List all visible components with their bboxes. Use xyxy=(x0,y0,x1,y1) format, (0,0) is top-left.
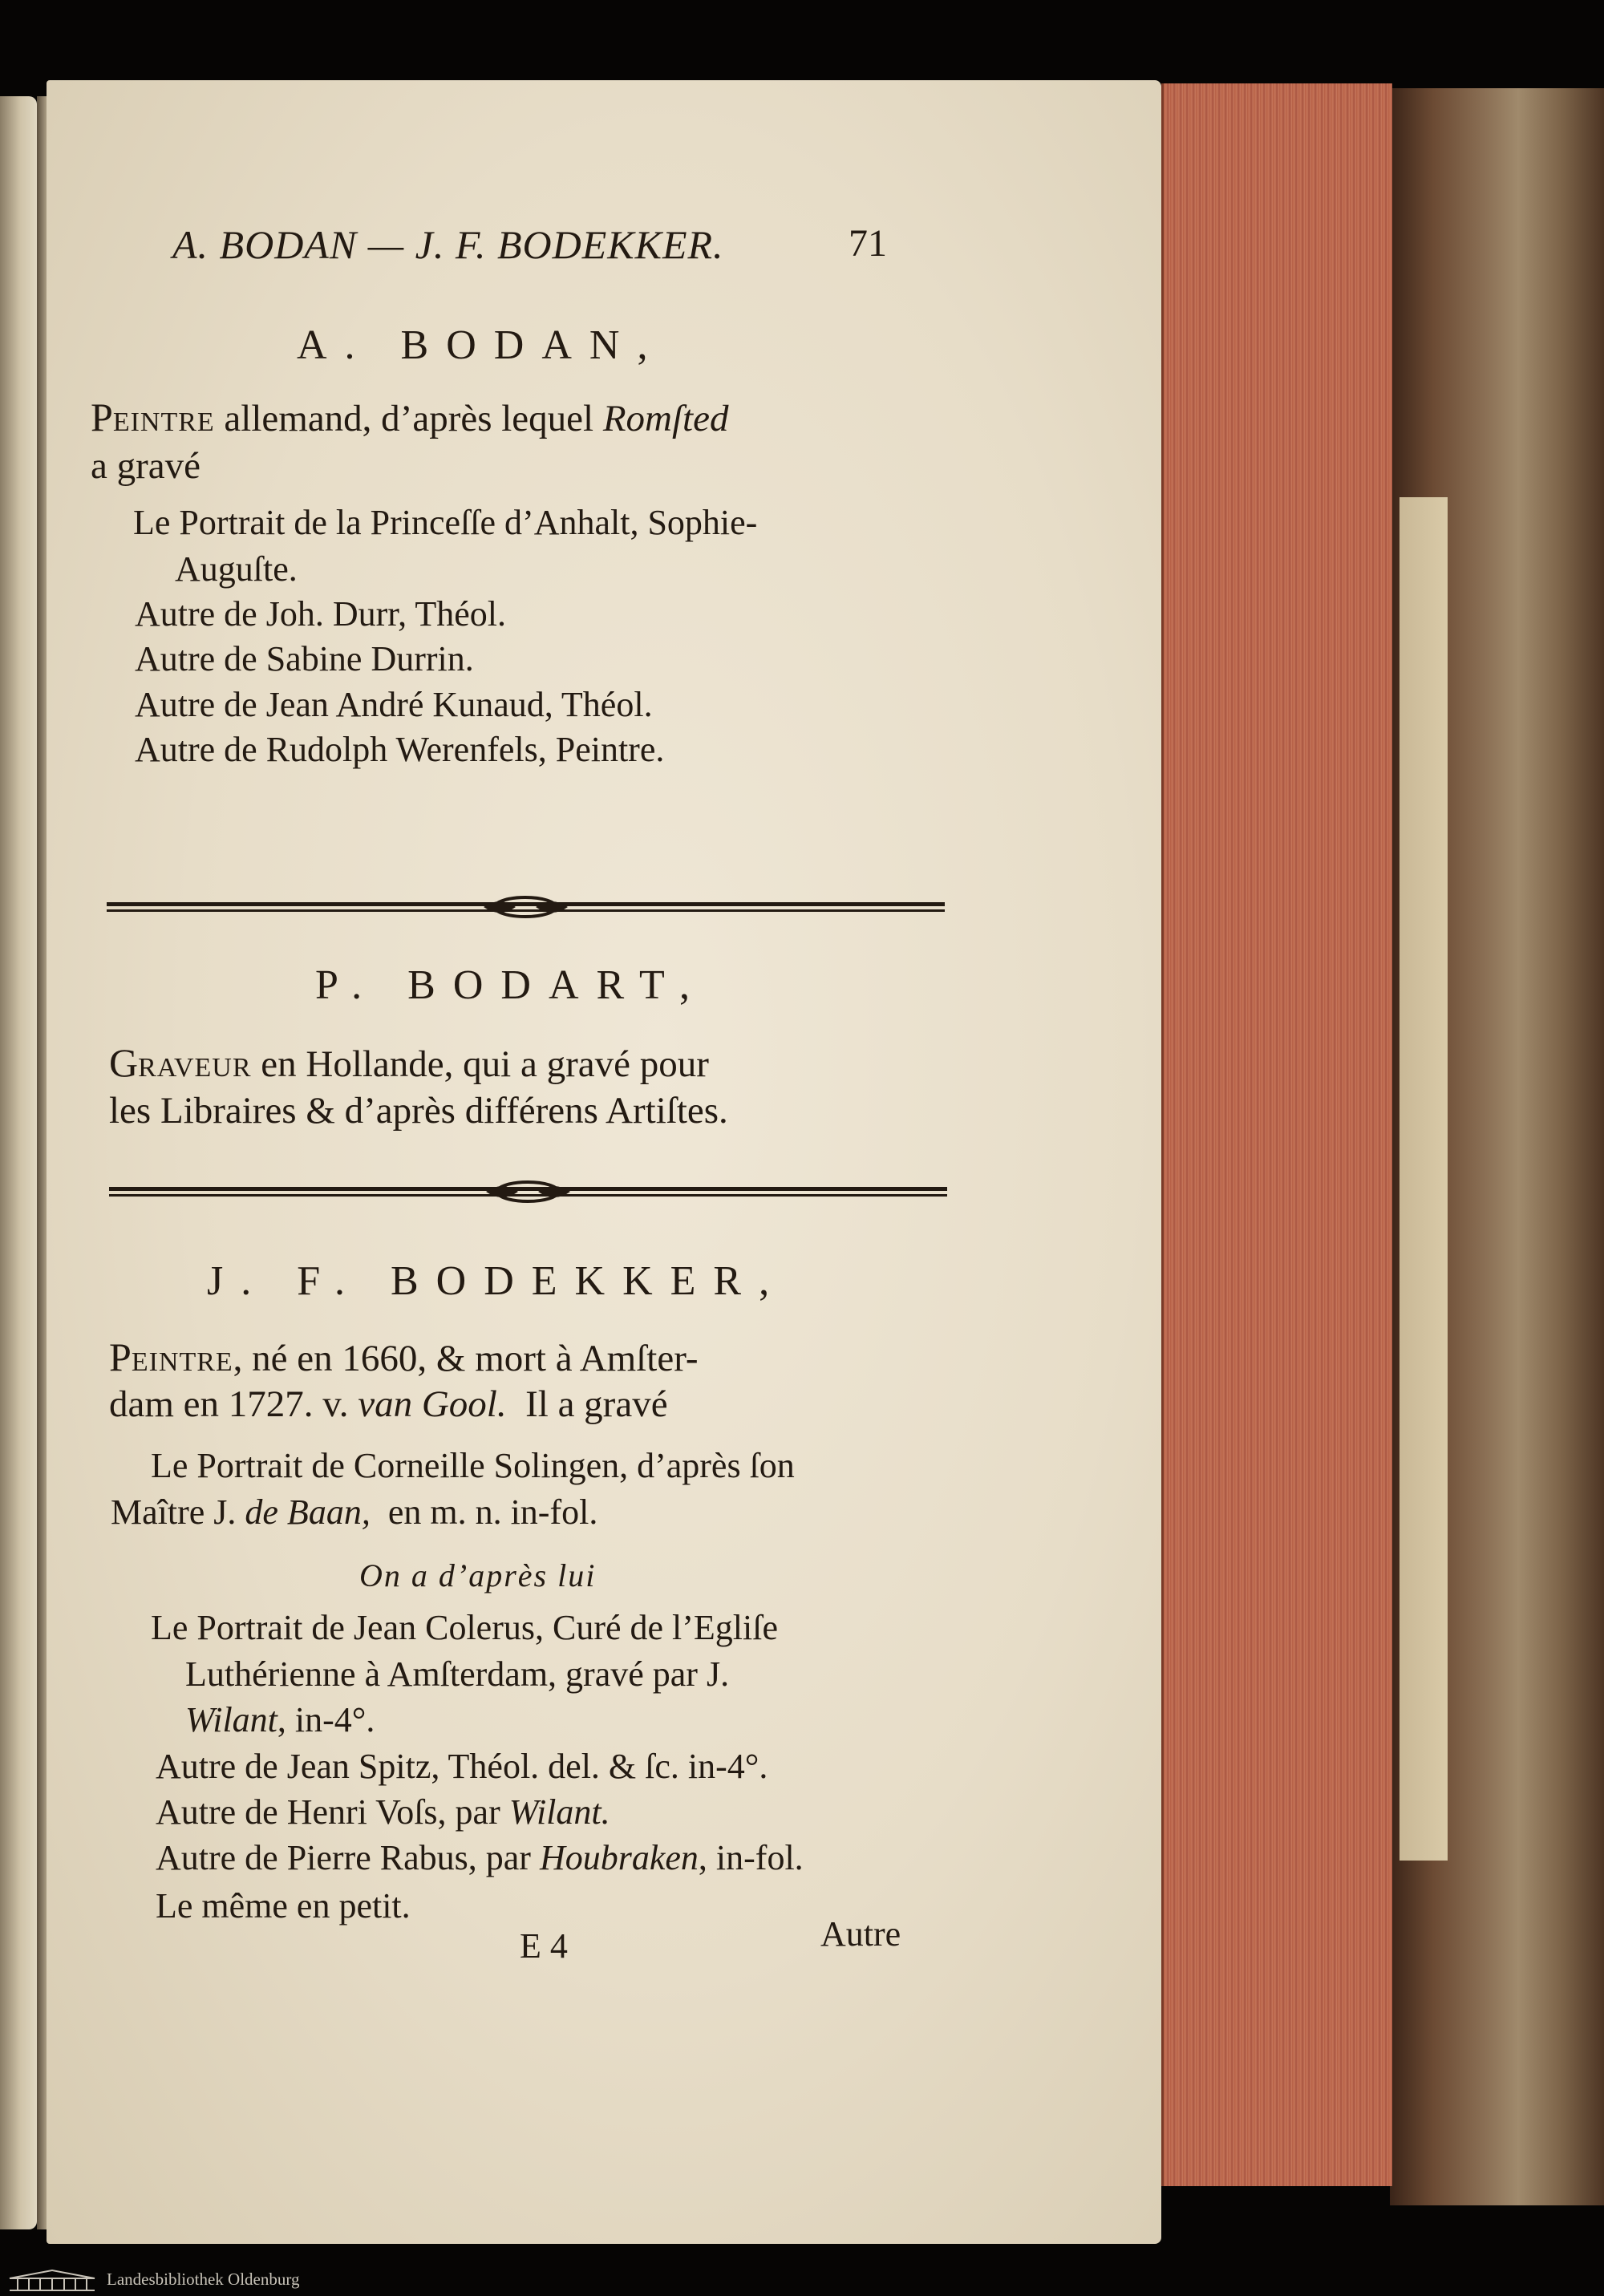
bodekker-intro-line2: dam en 1727. v. van Gool. Il a gravé xyxy=(109,1383,668,1425)
work-line: Auguſte. xyxy=(175,549,298,589)
page-fore-edge xyxy=(1161,83,1392,2186)
work-line: Autre de Sabine Durrin. xyxy=(135,639,474,678)
cover-endpaper xyxy=(1399,497,1448,1861)
work-line: Le Portrait de Corneille Solingen, d’après ſon xyxy=(151,1446,795,1485)
subheading: On a d’après lui xyxy=(359,1557,597,1593)
entry-title-bodart: P. BODART, xyxy=(315,962,707,1008)
book-page xyxy=(47,80,1161,2244)
entry-title-bodan: A. BODAN, xyxy=(297,322,666,368)
ornamental-rule xyxy=(109,1180,947,1204)
running-head: A. BODAN — J. F. BODEKKER. xyxy=(172,222,724,267)
work-line: Autre de Jean André Kunaud, Théol. xyxy=(135,685,653,724)
work-line: Autre de Joh. Durr, Théol. xyxy=(135,594,506,634)
drop-initial: P xyxy=(91,395,113,439)
library-name: Landesbibliothek Oldenburg xyxy=(107,2270,300,2289)
work-line: Le Portrait de la Princeſſe d’Anhalt, Sophie- xyxy=(133,503,758,542)
catchword: Autre xyxy=(820,1914,901,1954)
bodan-intro-line2: a gravé xyxy=(91,445,200,487)
work-line: Le même en petit. xyxy=(156,1886,411,1925)
work-line: Autre de Jean Spitz, Théol. del. & ſc. in-4°. xyxy=(156,1747,768,1786)
drop-initial: P xyxy=(109,1334,132,1379)
bodart-intro-line2: les Libraires & d’après différens Artiſtes. xyxy=(109,1090,728,1132)
work-line: Autre de Pierre Rabus, par Houbraken, in-fol. xyxy=(156,1838,804,1877)
work-line: Luthérienne à Amſterdam, gravé par J. xyxy=(185,1654,730,1694)
signature-mark: E 4 xyxy=(520,1926,568,1966)
entry-title-bodekker: J. F. BODEKKER, xyxy=(207,1258,788,1304)
work-line: Autre de Rudolph Werenfels, Peintre. xyxy=(135,730,665,769)
page-number: 71 xyxy=(849,222,887,265)
facing-page-edge xyxy=(0,96,37,2229)
bodan-intro-line1: PEINTRE allemand, d’après lequel Romſted xyxy=(91,395,729,439)
work-line: Wilant, in-4°. xyxy=(185,1700,375,1739)
small-caps-lead: EINTRE xyxy=(112,407,215,437)
engraver-name: Romſted xyxy=(602,398,729,439)
small-caps-lead: EINTRE xyxy=(131,1347,233,1377)
ornamental-rule xyxy=(107,895,945,919)
work-line: Maître J. de Baan, en m. n. in-fol. xyxy=(111,1492,598,1532)
bodekker-intro-line1: PEINTRE, né en 1660, & mort à Amſter- xyxy=(109,1334,699,1379)
drop-initial: G xyxy=(109,1040,139,1085)
work-line: Autre de Henri Voſs, par Wilant. xyxy=(156,1792,610,1832)
work-line: Le Portrait de Jean Colerus, Curé de l’Egliſe xyxy=(151,1608,778,1647)
library-building-logo xyxy=(8,2269,96,2293)
bodart-intro-line1: GRAVEUR en Hollande, qui a gravé pour xyxy=(109,1040,709,1085)
source-reference: van Gool. xyxy=(358,1383,507,1425)
small-caps-lead: RAVEUR xyxy=(138,1053,252,1083)
